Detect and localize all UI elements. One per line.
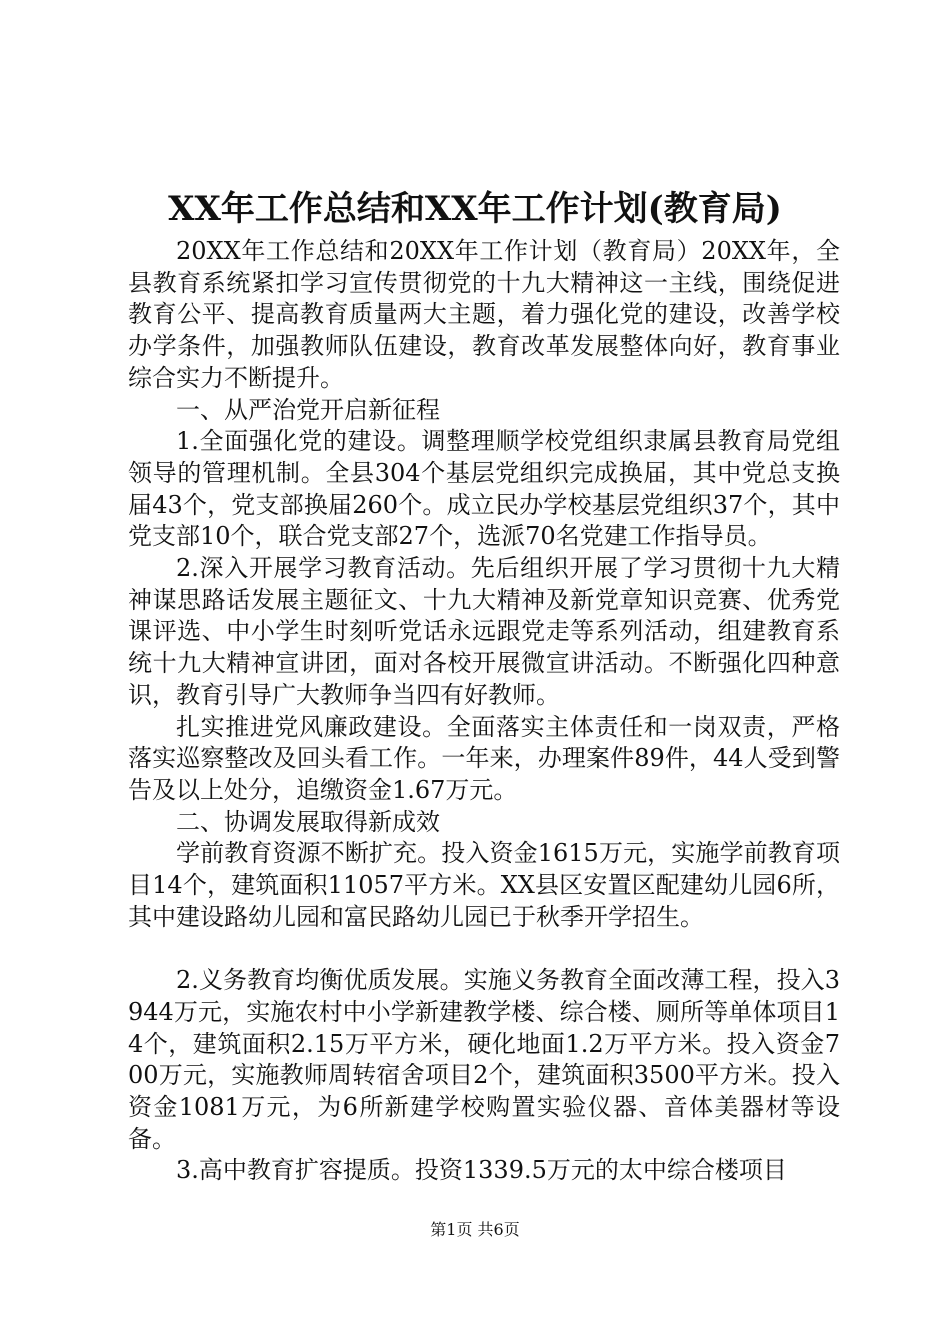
paragraph-spacer (128, 933, 840, 965)
paragraph-high-school: 3.高中教育扩容提质。投资1339.5万元的太中综合楼项目 (176, 1156, 787, 1185)
paragraph-intro: 20XX年工作总结和20XX年工作计划（教育局）20XX年，全县教育系统紧扣学习宣传贯彻党的十九大精神这一主线，围绕促进教育公平、提高教育质量两大主题，着力强化党的建设，改善学校办学条件，加强教师队伍建设，教育改革发展整体向好，教育事业综合实力不断提升。 (128, 237, 840, 392)
document-title: XX年工作总结和XX年工作计划(教育局) (168, 189, 782, 229)
paragraph-learning-activities: 2.深入开展学习教育活动。先后组织开展了学习贯彻十九大精神谋思路话发展主题征文、十九大精神及新党章知识竞赛、优秀党课评选、中小学生时刻听党话永远跟党走等系列活动，组建教育系统十九大精神宣讲团，面对各校开展微宣讲活动。不断强化四种意识，教育引导广大教师争当四有好教师。 (128, 554, 840, 709)
section-heading-1: 一、从严治党开启新征程 (176, 395, 440, 424)
paragraph-compulsory-education: 2.义务教育均衡优质发展。实施义务教育全面改薄工程，投入3944万元，实施农村中小学新建教学楼、综合楼、厕所等单体项目14个，建筑面积2.15万平方米，硬化地面1.2万平方米。投入资金700万元，实施教师周转宿舍项目2个，建筑面积3500平方米。投入资金1081万元，为6所新建学校购置实验仪器、音体美器材等设备。 (128, 966, 840, 1153)
paragraph-integrity: 扎实推进党风廉政建设。全面落实主体责任和一岗双责，严格落实巡察整改及回头看工作。一年来，办理案件89件，44人受到警告及以上处分，追缴资金1.67万元。 (128, 712, 840, 804)
page-footer: 第1页 共6页 (430, 1220, 520, 1239)
document-body (128, 236, 840, 1187)
paragraph-preschool: 学前教育资源不断扩充。投入资金1615万元，实施学前教育项目14个，建筑面积11057平方米。XX县区安置区配建幼儿园6所，其中建设路幼儿园和富民路幼儿园已于秋季开学招生。 (128, 839, 840, 931)
section-heading-2: 二、协调发展取得新成效 (176, 807, 440, 836)
paragraph-party-building: 1.全面强化党的建设。调整理顺学校党组织隶属县教育局党组领导的管理机制。全县304个基层党组织完成换届，其中党总支换届43个，党支部换届260个。成立民办学校基层党组织37个，其中党支部10个，联合党支部27个，选派70名党建工作指导员。 (128, 427, 840, 551)
